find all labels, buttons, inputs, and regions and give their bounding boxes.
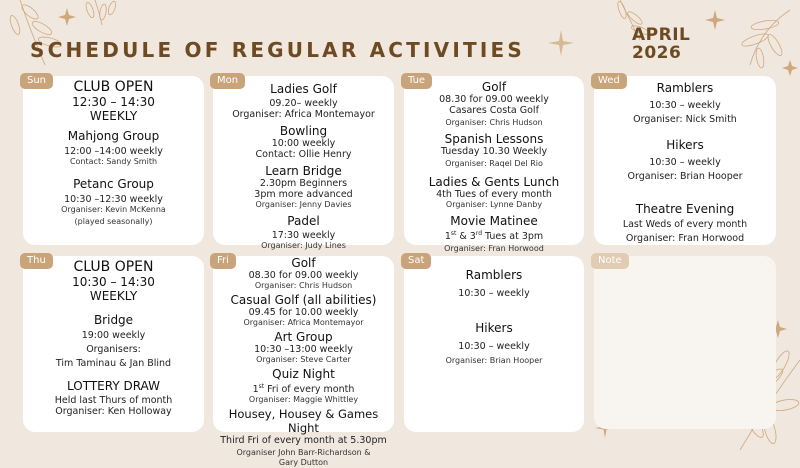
activity-name: LOTTERY DRAW <box>67 379 160 393</box>
activity-time: 1st Fri of every month <box>252 383 355 396</box>
activity-name: Bridge <box>93 313 134 327</box>
activity-organiser: Organiser John Barr-Richardson & <box>236 448 371 458</box>
month-label: APRIL <box>632 25 691 45</box>
activity-name: Bowling <box>279 124 328 138</box>
club-open-title: CLUB OPEN <box>73 79 154 95</box>
activity-organiser: Organiser: Judy Lines <box>261 241 346 250</box>
activity-time: 10:30 – weekly <box>649 157 721 168</box>
activity-organiser: Organiser: Africa Montemayor <box>232 109 375 120</box>
activity-time: 10:30 –13:00 weekly <box>254 344 353 355</box>
activity-time: 09.45 for 10.00 weekly <box>248 307 359 318</box>
activity-name: Housey, Housey & Games Night <box>228 407 379 436</box>
activity-name: Art Group <box>274 330 333 344</box>
activity-name: Ladies Golf <box>270 82 337 96</box>
activity-organiser: Organiser: Steve Carter <box>256 355 351 364</box>
activity-organiser: Organiser: Chris Hudson <box>254 281 353 290</box>
activity-time: 10:00 weekly <box>271 138 336 149</box>
activity-organiser-label: Organisers: <box>86 344 141 355</box>
leaf-decoration-top-right-icon <box>600 0 800 75</box>
activity-organiser: Organiser: Kevin McKenna <box>61 205 166 214</box>
activity-organiser: Organiser: Nick Smith <box>633 114 737 125</box>
club-open-title: CLUB OPEN <box>73 259 154 275</box>
day-panel-wed <box>594 76 776 245</box>
activity-contact: Contact: Sandy Smith <box>69 157 158 166</box>
activity-name: Ladies & Gents Lunch <box>428 175 560 189</box>
month-year <box>632 26 690 62</box>
activity-organiser: Organiser: Brian Hooper <box>627 171 743 182</box>
activity-time: 2.30pm Beginners <box>259 178 348 189</box>
activity-name: Hikers <box>666 138 704 152</box>
activity-time: 10:30 – weekly <box>458 341 530 352</box>
activity-time: Tuesday 10.30 Weekly <box>440 146 548 157</box>
page-title: SCHEDULE OF REGULAR ACTIVITIES <box>30 38 525 62</box>
club-open-time: 10:30 – 14:30 <box>72 275 155 289</box>
activity-organiser: Gary Dutton <box>278 458 329 468</box>
sparkle-icon <box>548 30 574 56</box>
day-tag-mon: Mon <box>210 73 245 89</box>
activity-name: Casual Golf (all abilities) <box>230 293 377 307</box>
activity-name: Theatre Evening <box>635 202 735 216</box>
activity-organiser: Organiser: Fran Horwood <box>625 233 745 244</box>
day-tag-wed: Wed <box>591 73 627 89</box>
activity-name: Movie Matinee <box>450 214 538 228</box>
activity-organiser: Organiser: Maggie Whittley <box>248 395 359 405</box>
activity-organiser: Organiser: Africa Montemayor <box>243 318 364 327</box>
activity-time: 10:30 – weekly <box>458 288 530 299</box>
note-tag: Note <box>591 253 629 269</box>
activity-name: Ramblers <box>465 268 523 282</box>
note-panel <box>594 256 776 429</box>
activity-organiser: Organiser: Lynne Danby <box>445 200 543 209</box>
activity-time: Held last Thurs of month <box>54 395 173 406</box>
activity-time: 17:30 weekly <box>271 230 336 241</box>
activity-name: Quiz Night <box>272 367 335 381</box>
activity-time: 1st & 3rd Tues at 3pm <box>444 230 544 243</box>
activity-time: 19:00 weekly <box>81 330 146 341</box>
activity-time: Last Weds of every month <box>622 219 748 230</box>
day-tag-sat: Sat <box>401 253 431 269</box>
club-open-frequency: WEEKLY <box>89 289 138 303</box>
activity-note: (played seasonally) <box>74 217 153 226</box>
activity-name: Padel <box>287 214 320 228</box>
activity-organiser: Organiser: Jenny Davies <box>255 200 352 209</box>
activity-time: 10:30 – weekly <box>649 100 721 111</box>
activity-organiser: Organiser: Raqel Del Rio <box>445 159 543 168</box>
day-tag-thu: Thu <box>20 253 53 269</box>
activity-contact: Contact: Ollie Henry <box>255 149 352 160</box>
club-open-time: 12:30 – 14:30 <box>72 95 155 109</box>
activity-name: Golf <box>481 80 507 94</box>
day-panel-tue <box>404 75 584 254</box>
activity-organiser: Tim Taminau & Jan Blind <box>55 358 172 369</box>
day-tag-tue: Tue <box>401 73 432 89</box>
year-label: 2026 <box>632 43 682 63</box>
club-open-frequency: WEEKLY <box>89 109 138 123</box>
day-tag-fri: Fri <box>210 253 236 269</box>
activity-name: Petanc Group <box>73 177 154 191</box>
activity-time: 08.30 for 09.00 weekly <box>248 270 359 281</box>
activity-time: 3pm more advanced <box>254 189 353 200</box>
activity-name: Spanish Lessons <box>444 132 544 146</box>
activity-time: Third Fri of every month at 5.30pm <box>220 435 387 447</box>
activity-time: 08.30 for 09.00 weekly <box>439 94 549 105</box>
day-panel-mon <box>213 75 394 250</box>
activity-organiser: Organiser: Ken Holloway <box>55 406 172 417</box>
activity-time: 12:00 –14:00 weekly <box>64 146 163 157</box>
day-panel-fri <box>213 255 394 468</box>
day-panel-sat <box>404 256 584 432</box>
activity-organiser: Organiser: Brian Hooper <box>445 356 543 365</box>
activity-location: Casares Costa Golf <box>449 105 539 116</box>
activity-organiser: Organiser: Chris Hudson <box>445 118 543 127</box>
activity-time: 09.20– weekly <box>269 98 338 109</box>
activity-time: 10:30 –12:30 weekly <box>64 194 163 205</box>
day-panel-thu <box>23 256 204 432</box>
activity-organiser: Organiser: Fran Horwood <box>444 244 544 254</box>
activity-name: Golf <box>291 256 316 270</box>
activity-time: 4th Tues of every month <box>436 189 552 200</box>
activity-name: Ramblers <box>656 81 714 95</box>
activity-name: Learn Bridge <box>265 164 342 178</box>
activity-name: Hikers <box>475 321 513 335</box>
activity-name: Mahjong Group <box>67 129 160 143</box>
day-tag-sun: Sun <box>20 73 53 89</box>
day-panel-sun <box>23 76 204 245</box>
